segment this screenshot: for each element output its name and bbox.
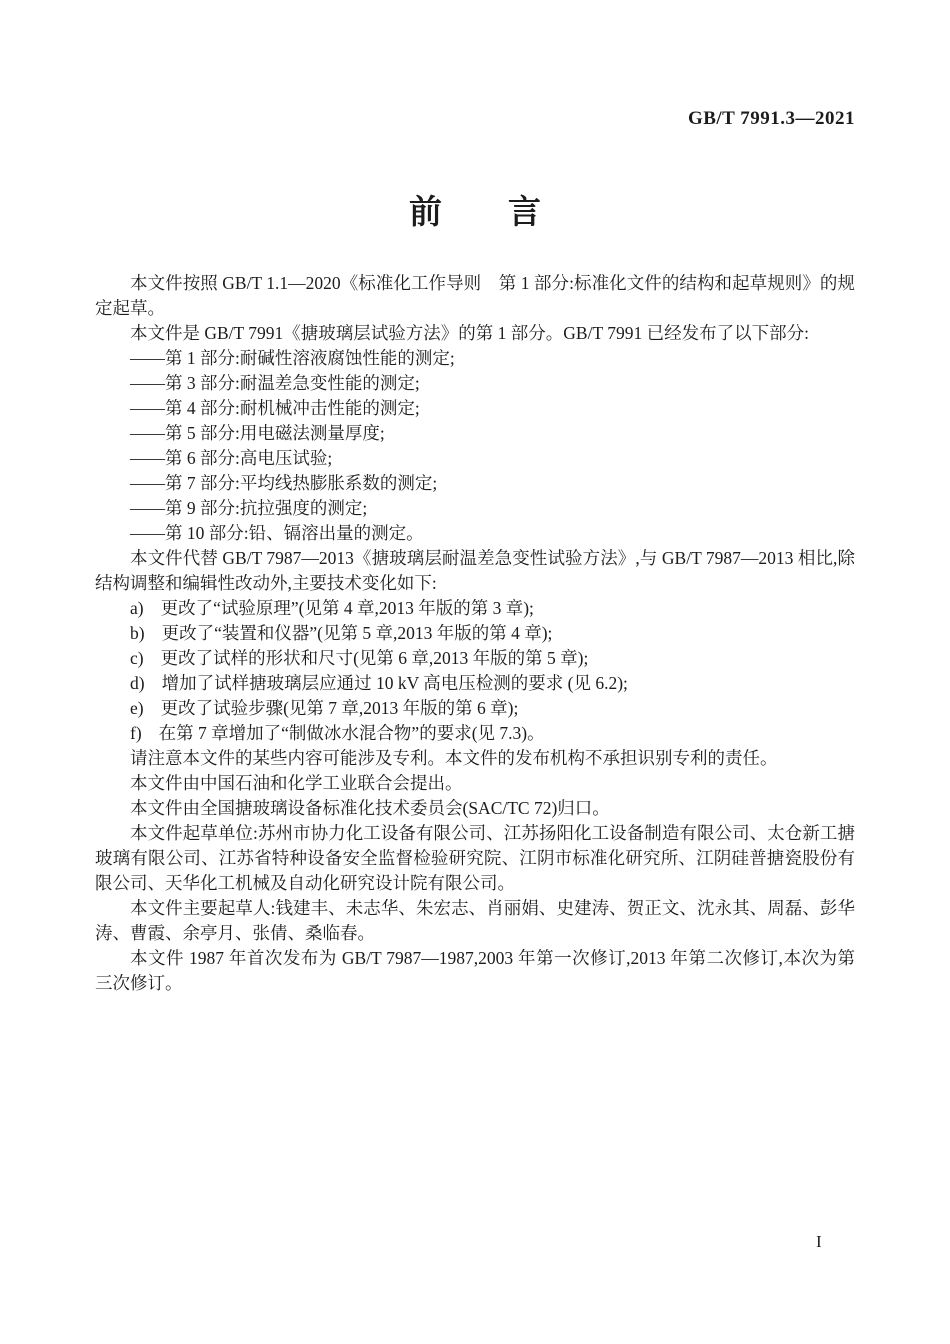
paragraph: 请注意本文件的某些内容可能涉及专利。本文件的发布机构不承担识别专利的责任。 [130,748,778,768]
list-item [95,596,855,621]
list-item: ——第 1 部分:耐碱性溶液腐蚀性能的测定; [130,348,455,368]
list-marker: e) [130,698,144,718]
list-item [95,671,855,696]
paragraph: 本文件由全国搪玻璃设备标准化技术委员会(SAC/TC 72)归口。 [130,798,610,818]
list-item [95,621,855,646]
paragraph: 本文件主要起草人:钱建丰、未志华、朱宏志、肖丽娟、史建涛、贺正文、沈永其、周磊、彭华涛、曹霞、余亭月、张倩、桑临春。 [95,898,855,943]
list-item: ——第 5 部分:用电磁法测量厚度; [130,423,385,443]
list-item-text: 更改了试样的形状和尺寸(见第 6 章,2013 年版的第 5 章); [160,648,589,668]
paragraph: 本文件按照 GB/T 1.1—2020《标准化工作导则 第 1 部分:标准化文件的结构和起草规则》的规定起草。 [95,273,855,318]
list-item: ——第 3 部分:耐温差急变性能的测定; [130,373,420,393]
paragraph: 本文件代替 GB/T 7987—2013《搪玻璃层耐温差急变性试验方法》,与 GB/T 7987—2013 相比,除结构调整和编辑性改动外,主要技术变化如下: [95,548,855,593]
paragraph: 本文件 1987 年首次发布为 GB/T 7987—1987,2003 年第一次修订,2013 年第二次修订,本次为第三次修订。 [95,948,855,993]
standard-number-header: GB/T 7991.3—2021 [687,108,855,129]
foreword-body [95,271,855,996]
list-item-text: 更改了试验步骤(见第 7 章,2013 年版的第 6 章); [160,698,519,718]
list-marker: f) [130,723,142,743]
paragraph: 本文件是 GB/T 7991《搪玻璃层试验方法》的第 1 部分。GB/T 7991 已经发布了以下部分: [130,323,809,343]
page-number: I [816,1232,822,1251]
list-item-text: 更改了“试验原理”(见第 4 章,2013 年版的第 3 章); [160,598,534,618]
list-marker: d) [130,673,145,693]
list-item: ——第 7 部分:平均线热膨胀系数的测定; [130,473,438,493]
list-item: ——第 9 部分:抗拉强度的测定; [130,498,368,518]
list-item-text: 更改了“装置和仪器”(见第 5 章,2013 年版的第 4 章); [161,623,553,643]
list-marker: c) [130,648,144,668]
list-marker: a) [130,598,144,618]
list-marker: b) [130,623,145,643]
list-item [95,646,855,671]
list-item: ——第 6 部分:高电压试验; [130,448,333,468]
list-item-text: 增加了试样搪玻璃层应通过 10 kV 高电压检测的要求 (见 6.2); [161,673,628,693]
list-item: ——第 4 部分:耐机械冲击性能的测定; [130,398,420,418]
paragraph: 本文件由中国石油和化学工业联合会提出。 [130,773,463,793]
list-item [95,721,855,746]
page-title: 前 言 [409,195,541,231]
list-item [95,696,855,721]
list-item-text: 在第 7 章增加了“制做冰水混合物”的要求(见 7.3)。 [158,723,545,743]
paragraph: 本文件起草单位:苏州市协力化工设备有限公司、江苏扬阳化工设备制造有限公司、太仓新工搪玻璃有限公司、江苏省特种设备安全监督检验研究院、江阴市标准化研究所、江阴硅普搪瓷股份有限公司、天华化工机械及自动化研究设计院有限公司。 [95,823,855,893]
list-item: ——第 10 部分:铅、镉溶出量的测定。 [130,523,424,543]
